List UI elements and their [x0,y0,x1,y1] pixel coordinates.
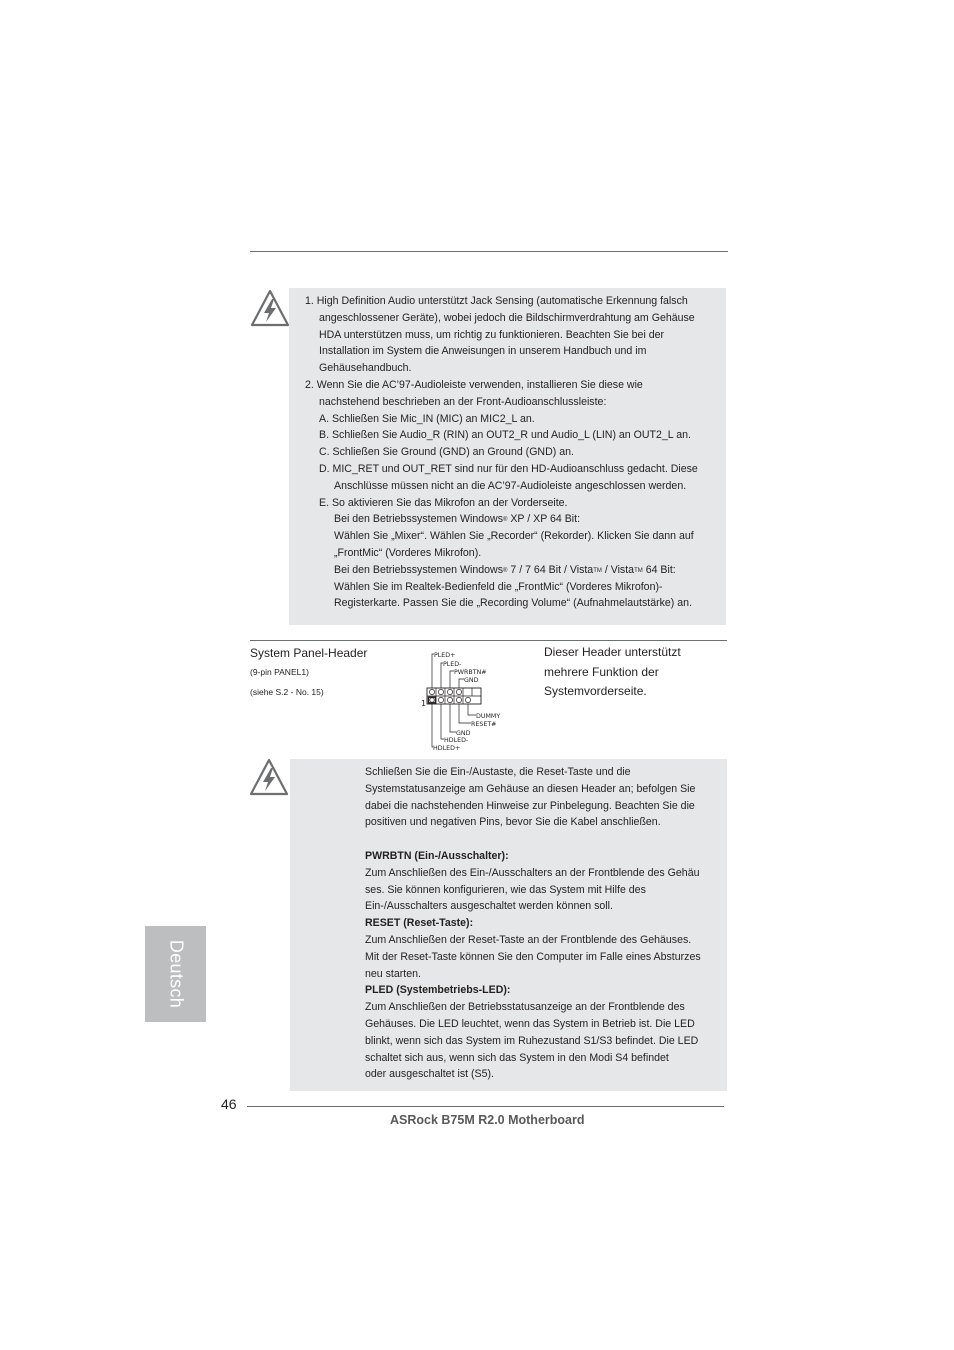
pin-label-gnd-top: GND [464,677,479,684]
note-line: Gehäuses. Die LED leuchtet, wenn das System in Betrieb ist. Die LED [365,1017,695,1030]
note-line: Wählen Sie „Mixer“. Wählen Sie „Recorder“ (Rekorder). Klicken Sie dann auf [334,530,694,543]
header-page-ref: (siehe S.2 - No. 15) [250,687,324,697]
note-line: Ein-/Ausschalters ausgeschaltet werden können soll. [365,900,613,913]
note-line: „FrontMic“ (Vorderes Mikrofon). [334,546,482,559]
footer-rule [247,1106,724,1107]
note-line: E. So aktivieren Sie das Mikrofon an der Vorderseite. [319,496,568,509]
note-line: Mit der Reset-Taste können Sie den Computer im Falle eines Absturzes [365,950,701,963]
note-line: D. MIC_RET und OUT_RET sind nur für den HD-Audioanschluss gedacht. Diese [319,462,698,475]
note-panel-text [365,764,701,1083]
pin-label-reset: RESET# [471,721,497,728]
pwrbtn-heading: PWRBTN (Ein-/Ausschalter): [365,849,509,862]
language-side-tab [145,926,206,1022]
note-line: Zum Anschließen des Ein-/Ausschalters an der Frontblende des Gehäu [365,866,700,879]
note-line: neu starten. [365,967,421,980]
pin-label-pled-plus: PLED+ [434,652,456,659]
warning-icon [249,288,291,330]
note-line: A. Schließen Sie Mic_IN (MIC) an MIC2_L an. [319,412,535,425]
pin-label-gnd-bottom: GND [456,730,471,737]
header-pin-count: (9-pin PANEL1) [250,667,309,677]
pin-one-label: 1 [421,699,427,708]
note-line: B. Schließen Sie Audio_R (RIN) an OUT2_R und Audio_L (LIN) an OUT2_L an. [319,429,691,442]
note-line: positiven und negativen Pins, bevor Sie die Kabel anschließen. [365,816,661,829]
note-line: schaltet sich aus, wenn sich das System in den Modi S4 befindet [365,1051,669,1064]
note-line: Installation im System die Anweisungen in unserem Handbuch und im [319,345,647,358]
note-line: Zum Anschließen der Betriebsstatusanzeige an der Frontblende des [365,1001,685,1014]
note-line-win7: Bei den Betriebssystemen Windows® 7 / 7 64 Bit / Vista™ / Vista™ 64 Bit: [334,563,676,576]
note-line: C. Schließen Sie Ground (GND) an Ground (GND) an. [319,446,574,459]
note-line: Gehäusehandbuch. [319,362,412,375]
note-line: blinkt, wenn sich das System im Ruhezustand S1/S3 befindet. Die LED [365,1034,699,1047]
note-line: ses. Sie können konfigurieren, wie das System mit Hilfe des [365,883,646,896]
section-rule [250,640,727,641]
note-line: nachstehend beschrieben an der Front-Audioanschlussleiste: [319,395,607,408]
note-line: dabei die nachstehenden Hinweise zur Pinbelegung. Beachten Sie die [365,799,695,812]
note-line: 2. Wenn Sie die AC’97-Audioleiste verwenden, installieren Sie diese wie [305,378,643,391]
note-line: Registerkarte. Passen Sie die „Recording Volume“ (Aufnahmelautstärke) an. [334,597,693,610]
panel-header-pin-diagram [418,648,518,752]
pin-label-hdled-plus: HDLED+ [433,745,461,752]
pin-label-dummy: DUMMY [476,713,501,720]
note-audio-text [305,293,698,612]
note-line: Anschlüsse müssen nicht an die AC’97-Audioleiste angeschlossen werden. [334,479,687,492]
top-rule [250,251,728,252]
note-line: Systemstatusanzeige am Gehäuse an diesen Header an; befolgen Sie [365,782,696,795]
warning-icon [248,757,290,799]
header-title: System Panel-Header [250,646,368,660]
reset-heading: RESET (Reset-Taste): [365,917,474,930]
header-description: Dieser Header unterstützt mehrere Funktion der Systemvorderseite. [544,645,681,698]
note-spacer [365,831,701,848]
pin-label-pled-minus: PLED- [443,661,462,668]
note-line: Zum Anschließen der Reset-Taste an der Frontblende des Gehäuses. [365,933,692,946]
pin-label-pwrbtn: PWRBTN# [454,669,487,676]
note-line: HDA unterstützen muss, um richtig zu funktionieren. Beachten Sie bei der [319,328,665,341]
pin-label-hdled-minus: HDLED- [444,737,469,744]
note-line: oder ausgeschaltet ist (S5). [365,1068,494,1081]
pled-heading: PLED (Systembetriebs-LED): [365,984,511,997]
note-line-win-xp: Bei den Betriebssystemen Windows® XP / XP 64 Bit: [334,513,581,526]
note-line: Wählen Sie im Realtek-Bedienfeld die „FrontMic“ (Vorderes Mikrofon)- [334,580,663,593]
note-line: Schließen Sie die Ein-/Austaste, die Reset-Taste und die [365,766,631,778]
note-line: angeschlossener Geräte), wobei jedoch die Bildschirmverdrahtung am Gehäuse [319,311,695,324]
note-line: 1. High Definition Audio unterstützt Jack Sensing (automatische Erkennung falsch [305,295,688,307]
footer-title: ASRock B75M R2.0 Motherboard [390,1113,585,1127]
page-number: 46 [221,1096,237,1112]
language-label: Deutsch [166,939,186,1009]
